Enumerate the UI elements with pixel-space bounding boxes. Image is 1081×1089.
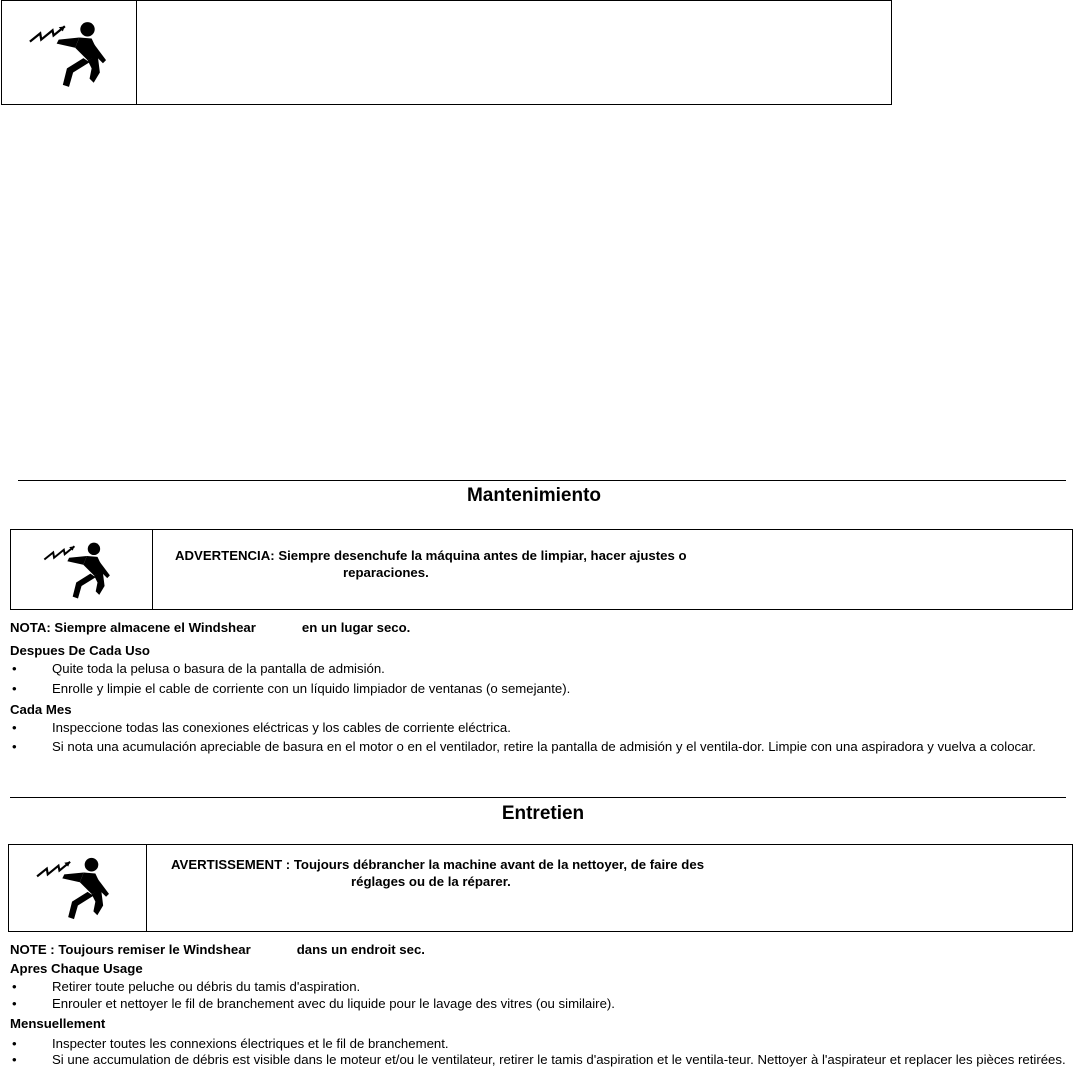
warning-line-1: Siempre desenchufe la máquina antes de limpiar, hacer ajustes o [278,548,687,563]
list-item-text: Si nota una acumulación apreciable de basura en el motor o en el ventilador, retire la pantalla de admisión y el ventila-dor. Limpie con una aspiradora y vuelva a colocar. [52,739,1036,754]
electric-shock-icon [29,855,119,923]
bullet-dot: • [12,661,17,676]
spanish-section-title: Mantenimiento [466,485,602,506]
list-item-text: Quite toda la pelusa o basura de la pantalla de admisión. [52,661,385,676]
list-item-text: Inspecter toutes les connexions électriques et le fil de branchement. [52,1036,449,1051]
electric-shock-icon [33,540,123,602]
list-item [12,980,1072,993]
warning-line-2: reparaciones. [343,565,429,580]
french-after-use-heading: Apres Chaque Usage [10,961,143,976]
bullet-dot: • [12,739,17,754]
list-item-text: Si une accumulation de débris est visible dans le moteur et/ou le ventilateur, retirer le tamis d'aspiration et le ventila-teur. Nettoyer à l'aspirateur et replacer les pièces retirées. [52,1052,1066,1067]
list-item [12,1053,1074,1066]
spanish-after-use-heading: Despues De Cada Uso [10,643,150,658]
list-item [12,997,1072,1010]
top-icon-cell [2,1,137,104]
bullet-dot: • [12,681,17,696]
list-item [12,740,1074,753]
bullet-dot: • [12,1052,17,1067]
list-item-text: Enrolle y limpie el cable de corriente con un líquido limpiador de ventanas (o semejante). [52,681,571,696]
french-icon-cell [9,845,147,931]
list-item-text: Retirer toute peluche ou débris du tamis d'aspiration. [52,979,361,994]
spanish-monthly-heading: Cada Mes [10,702,72,717]
electric-shock-icon [24,19,114,91]
list-item [12,1037,1072,1050]
french-warning-text [171,856,1061,890]
spanish-warning-box [10,529,1073,610]
section-divider-french [10,797,1066,798]
warning-label: AVERTISSEMENT : [171,857,291,872]
spanish-icon-cell [11,530,153,609]
note-part-1: NOTE : Toujours remiser le Windshear [10,942,251,957]
list-item [12,682,1072,695]
note-part-1: NOTA: Siempre almacene el Windshear [10,620,256,635]
spanish-warning-text [175,547,1055,581]
warning-line-2: réglages ou de la réparer. [351,874,511,889]
spanish-note [10,620,410,635]
warning-line-1: Toujours débrancher la machine avant de la nettoyer, de faire des [293,857,705,872]
bullet-dot: • [12,1036,17,1051]
list-item [12,721,1072,734]
bullet-dot: • [12,720,17,735]
bullet-dot: • [12,996,17,1011]
french-note [10,942,425,957]
note-part-2: dans un endroit sec. [296,942,425,957]
list-item-text: Inspeccione todas las conexiones eléctricas y los cables de corriente eléctrica. [52,720,511,735]
list-item-text: Enrouler et nettoyer le fil de branchement avec du liquide pour le lavage des vitres (ou similaire). [52,996,615,1011]
french-section-title: Entretien [501,803,585,824]
french-warning-box [8,844,1073,932]
french-monthly-heading: Mensuellement [10,1016,106,1031]
list-item [12,662,1072,675]
note-part-2: en un lugar seco. [301,620,411,635]
warning-label: ADVERTENCIA: [175,548,275,563]
bullet-dot: • [12,979,17,994]
section-divider-spanish [18,480,1066,481]
top-warning-box [1,0,892,105]
